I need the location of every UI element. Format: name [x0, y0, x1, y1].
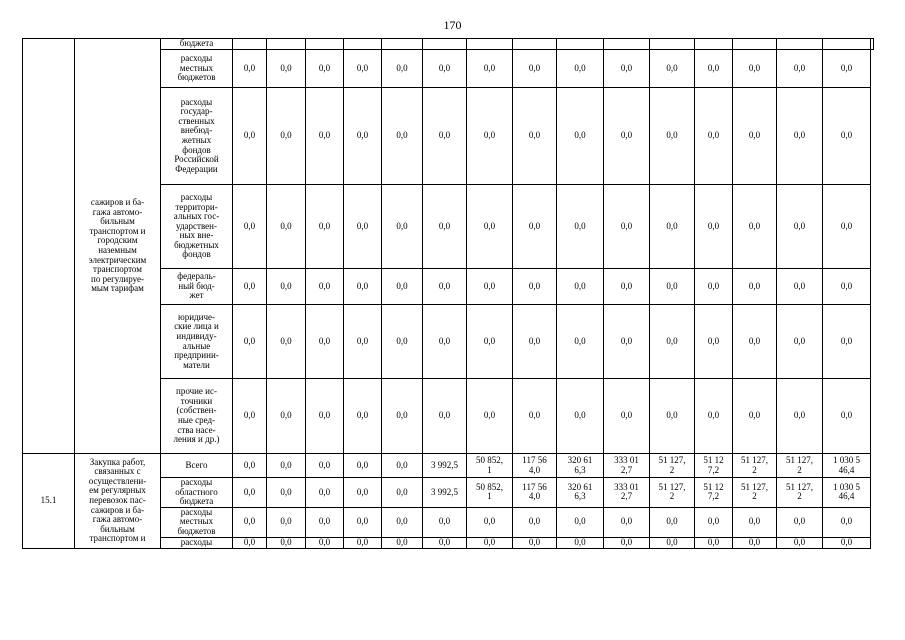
value-cell: 0,0 [467, 269, 513, 305]
value-cell: 0,0 [733, 537, 777, 548]
value-cell: 0,0 [382, 379, 423, 454]
value-cell: 0,0 [233, 88, 267, 185]
value-cell: 0,0 [467, 185, 513, 269]
value-cell: 1 030 5 46,4 [823, 478, 871, 508]
value-cell: 0,0 [695, 537, 733, 548]
value-cell: 0,0 [513, 88, 557, 185]
value-cell: 0,0 [777, 185, 823, 269]
value-cell: 0,0 [423, 50, 467, 88]
value-cell: 0,0 [650, 50, 695, 88]
value-cell: 0,0 [823, 185, 871, 269]
value-cell: 0,0 [513, 50, 557, 88]
value-cell: 0,0 [557, 507, 604, 537]
value-cell: 0,0 [823, 507, 871, 537]
value-cell: 0,0 [267, 507, 306, 537]
value-cell: 51 127, 2 [777, 478, 823, 508]
value-cell: 0,0 [557, 185, 604, 269]
funding-source: прочие ис- точники (собствен- ные сред- ства насе- ления и др.) [161, 379, 233, 454]
value-cell: 0,0 [777, 507, 823, 537]
value-cell: 0,0 [650, 185, 695, 269]
value-cell: 0,0 [306, 478, 344, 508]
value-cell: 0,0 [344, 379, 382, 454]
funding-source: расходы [161, 537, 233, 548]
value-cell: 0,0 [733, 507, 777, 537]
value-cell [695, 39, 733, 50]
value-cell: 0,0 [604, 507, 650, 537]
row-code [23, 39, 75, 454]
value-cell: 0,0 [823, 50, 871, 88]
value-cell: 0,0 [382, 185, 423, 269]
value-cell: 0,0 [423, 88, 467, 185]
value-cell: 0,0 [733, 305, 777, 379]
value-cell: 0,0 [233, 50, 267, 88]
funding-source: расходы местных бюджетов [161, 507, 233, 537]
value-cell: 0,0 [382, 305, 423, 379]
value-cell: 0,0 [604, 185, 650, 269]
value-cell [557, 39, 604, 50]
value-cell: 0,0 [557, 50, 604, 88]
value-cell: 0,0 [695, 379, 733, 454]
table-row [23, 39, 874, 50]
value-cell: 0,0 [382, 269, 423, 305]
value-cell: 117 56 4,0 [513, 478, 557, 508]
value-cell: 51 127, 2 [733, 454, 777, 478]
value-cell: 0,0 [823, 379, 871, 454]
value-cell: 51 127, 2 [733, 478, 777, 508]
value-cell: 0,0 [467, 305, 513, 379]
value-cell [233, 39, 267, 50]
value-cell: 0,0 [650, 507, 695, 537]
value-cell: 0,0 [344, 454, 382, 478]
value-cell: 0,0 [267, 50, 306, 88]
value-cell: 0,0 [306, 507, 344, 537]
value-cell: 0,0 [650, 88, 695, 185]
value-cell [823, 39, 871, 50]
value-cell: 0,0 [344, 507, 382, 537]
value-cell: 0,0 [695, 269, 733, 305]
value-cell: 320 61 6,3 [557, 478, 604, 508]
value-cell: 0,0 [306, 379, 344, 454]
value-cell: 333 01 2,7 [604, 478, 650, 508]
value-cell [650, 39, 695, 50]
value-cell: 0,0 [777, 50, 823, 88]
value-cell: 0,0 [604, 88, 650, 185]
value-cell: 0,0 [233, 507, 267, 537]
value-cell: 51 127, 2 [777, 454, 823, 478]
row-description: Закупка работ, связанных с осуществлени- ем регулярных перевозок пас- сажиров и ба- гажа автомо- бильным транспортом и [75, 454, 161, 549]
value-cell: 0,0 [423, 379, 467, 454]
value-cell: 0,0 [604, 269, 650, 305]
value-cell: 3 992,5 [423, 478, 467, 508]
value-cell: 0,0 [604, 537, 650, 548]
funding-source: расходы местных бюджетов [161, 50, 233, 88]
funding-source: расходы государ- ственных внебюд- жетных фондов Российской Федерации [161, 88, 233, 185]
value-cell: 0,0 [306, 454, 344, 478]
value-cell: 0,0 [382, 507, 423, 537]
value-cell: 0,0 [306, 50, 344, 88]
value-cell: 0,0 [650, 379, 695, 454]
value-cell: 0,0 [382, 454, 423, 478]
value-cell: 0,0 [557, 537, 604, 548]
value-cell: 0,0 [344, 185, 382, 269]
value-cell: 0,0 [513, 537, 557, 548]
value-cell: 0,0 [513, 507, 557, 537]
value-cell [733, 39, 777, 50]
value-cell: 51 12 7,2 [695, 454, 733, 478]
value-cell: 0,0 [267, 88, 306, 185]
value-cell: 0,0 [557, 305, 604, 379]
value-cell: 3 992,5 [423, 454, 467, 478]
value-cell: 0,0 [695, 305, 733, 379]
value-cell: 0,0 [306, 305, 344, 379]
value-cell [423, 39, 467, 50]
value-cell: 0,0 [344, 50, 382, 88]
value-cell: 51 127, 2 [650, 454, 695, 478]
value-cell: 0,0 [267, 379, 306, 454]
value-cell: 0,0 [604, 305, 650, 379]
value-cell: 0,0 [513, 185, 557, 269]
value-cell: 51 12 7,2 [695, 478, 733, 508]
value-cell: 0,0 [467, 88, 513, 185]
value-cell: 0,0 [467, 537, 513, 548]
value-cell: 0,0 [467, 379, 513, 454]
value-cell: 0,0 [344, 88, 382, 185]
funding-source: федераль- ный бюд- жет [161, 269, 233, 305]
funding-source: юридиче- ские лица и индивиду- альные предприни- матели [161, 305, 233, 379]
value-cell: 0,0 [344, 269, 382, 305]
value-cell: 0,0 [382, 478, 423, 508]
value-cell: 0,0 [823, 537, 871, 548]
value-cell: 0,0 [267, 269, 306, 305]
value-cell: 0,0 [733, 88, 777, 185]
value-cell [513, 39, 557, 50]
value-cell: 0,0 [777, 305, 823, 379]
value-cell [871, 39, 874, 50]
value-cell: 1 030 5 46,4 [823, 454, 871, 478]
value-cell: 0,0 [382, 88, 423, 185]
value-cell: 0,0 [233, 185, 267, 269]
value-cell: 0,0 [777, 88, 823, 185]
value-cell: 0,0 [233, 269, 267, 305]
value-cell [777, 39, 823, 50]
value-cell: 0,0 [467, 50, 513, 88]
value-cell: 0,0 [777, 269, 823, 305]
value-cell: 0,0 [733, 50, 777, 88]
value-cell: 0,0 [344, 478, 382, 508]
funding-source: Всего [161, 454, 233, 478]
value-cell: 0,0 [695, 507, 733, 537]
value-cell: 0,0 [233, 454, 267, 478]
value-cell: 320 61 6,3 [557, 454, 604, 478]
value-cell: 0,0 [823, 305, 871, 379]
value-cell: 0,0 [344, 305, 382, 379]
value-cell: 0,0 [306, 269, 344, 305]
value-cell: 0,0 [650, 537, 695, 548]
value-cell: 0,0 [557, 88, 604, 185]
value-cell: 0,0 [513, 269, 557, 305]
budget-table [22, 38, 874, 549]
value-cell [267, 39, 306, 50]
value-cell: 0,0 [306, 88, 344, 185]
value-cell: 0,0 [513, 379, 557, 454]
value-cell: 0,0 [306, 537, 344, 548]
value-cell: 0,0 [733, 269, 777, 305]
value-cell: 0,0 [267, 478, 306, 508]
value-cell [604, 39, 650, 50]
value-cell [382, 39, 423, 50]
value-cell: 0,0 [382, 537, 423, 548]
value-cell: 0,0 [557, 379, 604, 454]
value-cell: 0,0 [467, 507, 513, 537]
funding-source: расходы областного бюджета [161, 478, 233, 508]
value-cell: 0,0 [267, 537, 306, 548]
value-cell: 0,0 [557, 269, 604, 305]
value-cell: 0,0 [733, 185, 777, 269]
value-cell: 0,0 [233, 478, 267, 508]
value-cell: 0,0 [267, 305, 306, 379]
value-cell: 117 56 4,0 [513, 454, 557, 478]
value-cell: 333 01 2,7 [604, 454, 650, 478]
value-cell: 0,0 [423, 269, 467, 305]
value-cell: 0,0 [777, 379, 823, 454]
value-cell [344, 39, 382, 50]
value-cell: 51 127, 2 [650, 478, 695, 508]
value-cell: 0,0 [823, 88, 871, 185]
value-cell: 0,0 [604, 379, 650, 454]
page-number: 170 [443, 18, 462, 32]
value-cell: 0,0 [233, 305, 267, 379]
funding-source: расходы территори- альных гос- ударствен- ных вне- бюджетных фондов [161, 185, 233, 269]
value-cell: 0,0 [344, 537, 382, 548]
value-cell: 0,0 [382, 50, 423, 88]
value-cell: 0,0 [650, 269, 695, 305]
value-cell: 0,0 [695, 88, 733, 185]
table-row [23, 454, 874, 478]
value-cell: 0,0 [823, 269, 871, 305]
value-cell: 50 852, 1 [467, 478, 513, 508]
value-cell: 0,0 [695, 185, 733, 269]
value-cell: 0,0 [306, 185, 344, 269]
value-cell: 50 852, 1 [467, 454, 513, 478]
value-cell: 0,0 [423, 507, 467, 537]
value-cell: 0,0 [423, 537, 467, 548]
value-cell: 0,0 [267, 185, 306, 269]
value-cell: 0,0 [695, 50, 733, 88]
value-cell: 0,0 [233, 537, 267, 548]
value-cell: 0,0 [604, 50, 650, 88]
value-cell: 0,0 [650, 305, 695, 379]
value-cell [306, 39, 344, 50]
value-cell: 0,0 [423, 185, 467, 269]
value-cell: 0,0 [733, 379, 777, 454]
value-cell: 0,0 [777, 537, 823, 548]
value-cell: 0,0 [513, 305, 557, 379]
funding-source: бюджета [161, 39, 233, 50]
row-description: сажиров и ба- гажа автомо- бильным транспортом и городским наземным электрическим транспортом по регулируе- мым тарифам [75, 39, 161, 454]
row-code: 15.1 [23, 454, 75, 549]
value-cell: 0,0 [423, 305, 467, 379]
value-cell [467, 39, 513, 50]
value-cell: 0,0 [267, 454, 306, 478]
value-cell: 0,0 [233, 379, 267, 454]
